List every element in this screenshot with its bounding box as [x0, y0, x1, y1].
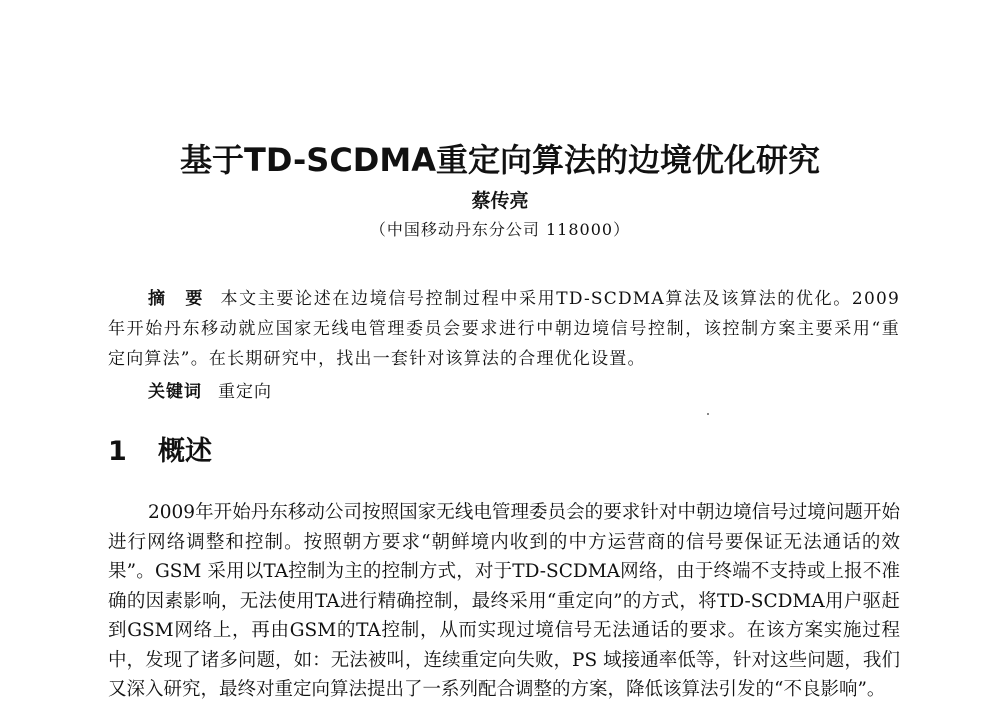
- abstract: [108, 284, 900, 374]
- abstract-text: 本文主要论述在边境信号控制过程中采用TD-SCDMA算法及该算法的优化。2009年开始丹东移动就应国家无线电管理委员会要求进行中朝边境信号控制，该控制方案主要采用“重定向算法”。在长期研究中，找出一套针对该算法的合理优化设置。: [108, 289, 900, 369]
- keywords-text: 重定向: [218, 382, 272, 402]
- abstract-label: 摘 要: [148, 289, 204, 309]
- section-number: 1: [108, 436, 127, 467]
- author-affiliation: （中国移动丹东分公司 118000）: [369, 220, 631, 239]
- section-body-text: 2009年开始丹东移动公司按照国家无线电管理委员会的要求针对中朝边境信号过境问题开始进行网络调整和控制。按照朝方要求“朝鲜境内收到的中方运营商的信号要保证无法通话的效果”。GSM 采用以TA控制为主的控制方式，对于TD-SCDMA网络，由于终端不支持或上报不准确的因素影响，无法使用TA进行精确控制，最终采用“重定向”的方式，将TD-SCDMA用户驱赶到GSM网络上，再由GSM的TA控制，从而实现过境信号无法通话的要求。在该方案实施过程中，发现了诸多问题，如：无法被叫，连续重定向失败，PS 域接通率低等，针对这些问题，我们又深入研究，最终对重定向算法提出了一系列配合调整的方案，降低该算法引发的“不良影响”。: [108, 502, 900, 700]
- keywords-label: 关键词: [148, 382, 202, 402]
- author-name: 蔡传亮: [471, 190, 529, 212]
- keywords: [148, 377, 272, 407]
- section-title: 概述: [158, 436, 212, 467]
- section-heading: [108, 432, 212, 472]
- scan-speck: [707, 413, 709, 415]
- paper-title: 基于TD-SCDMA重定向算法的边境优化研究: [180, 141, 820, 179]
